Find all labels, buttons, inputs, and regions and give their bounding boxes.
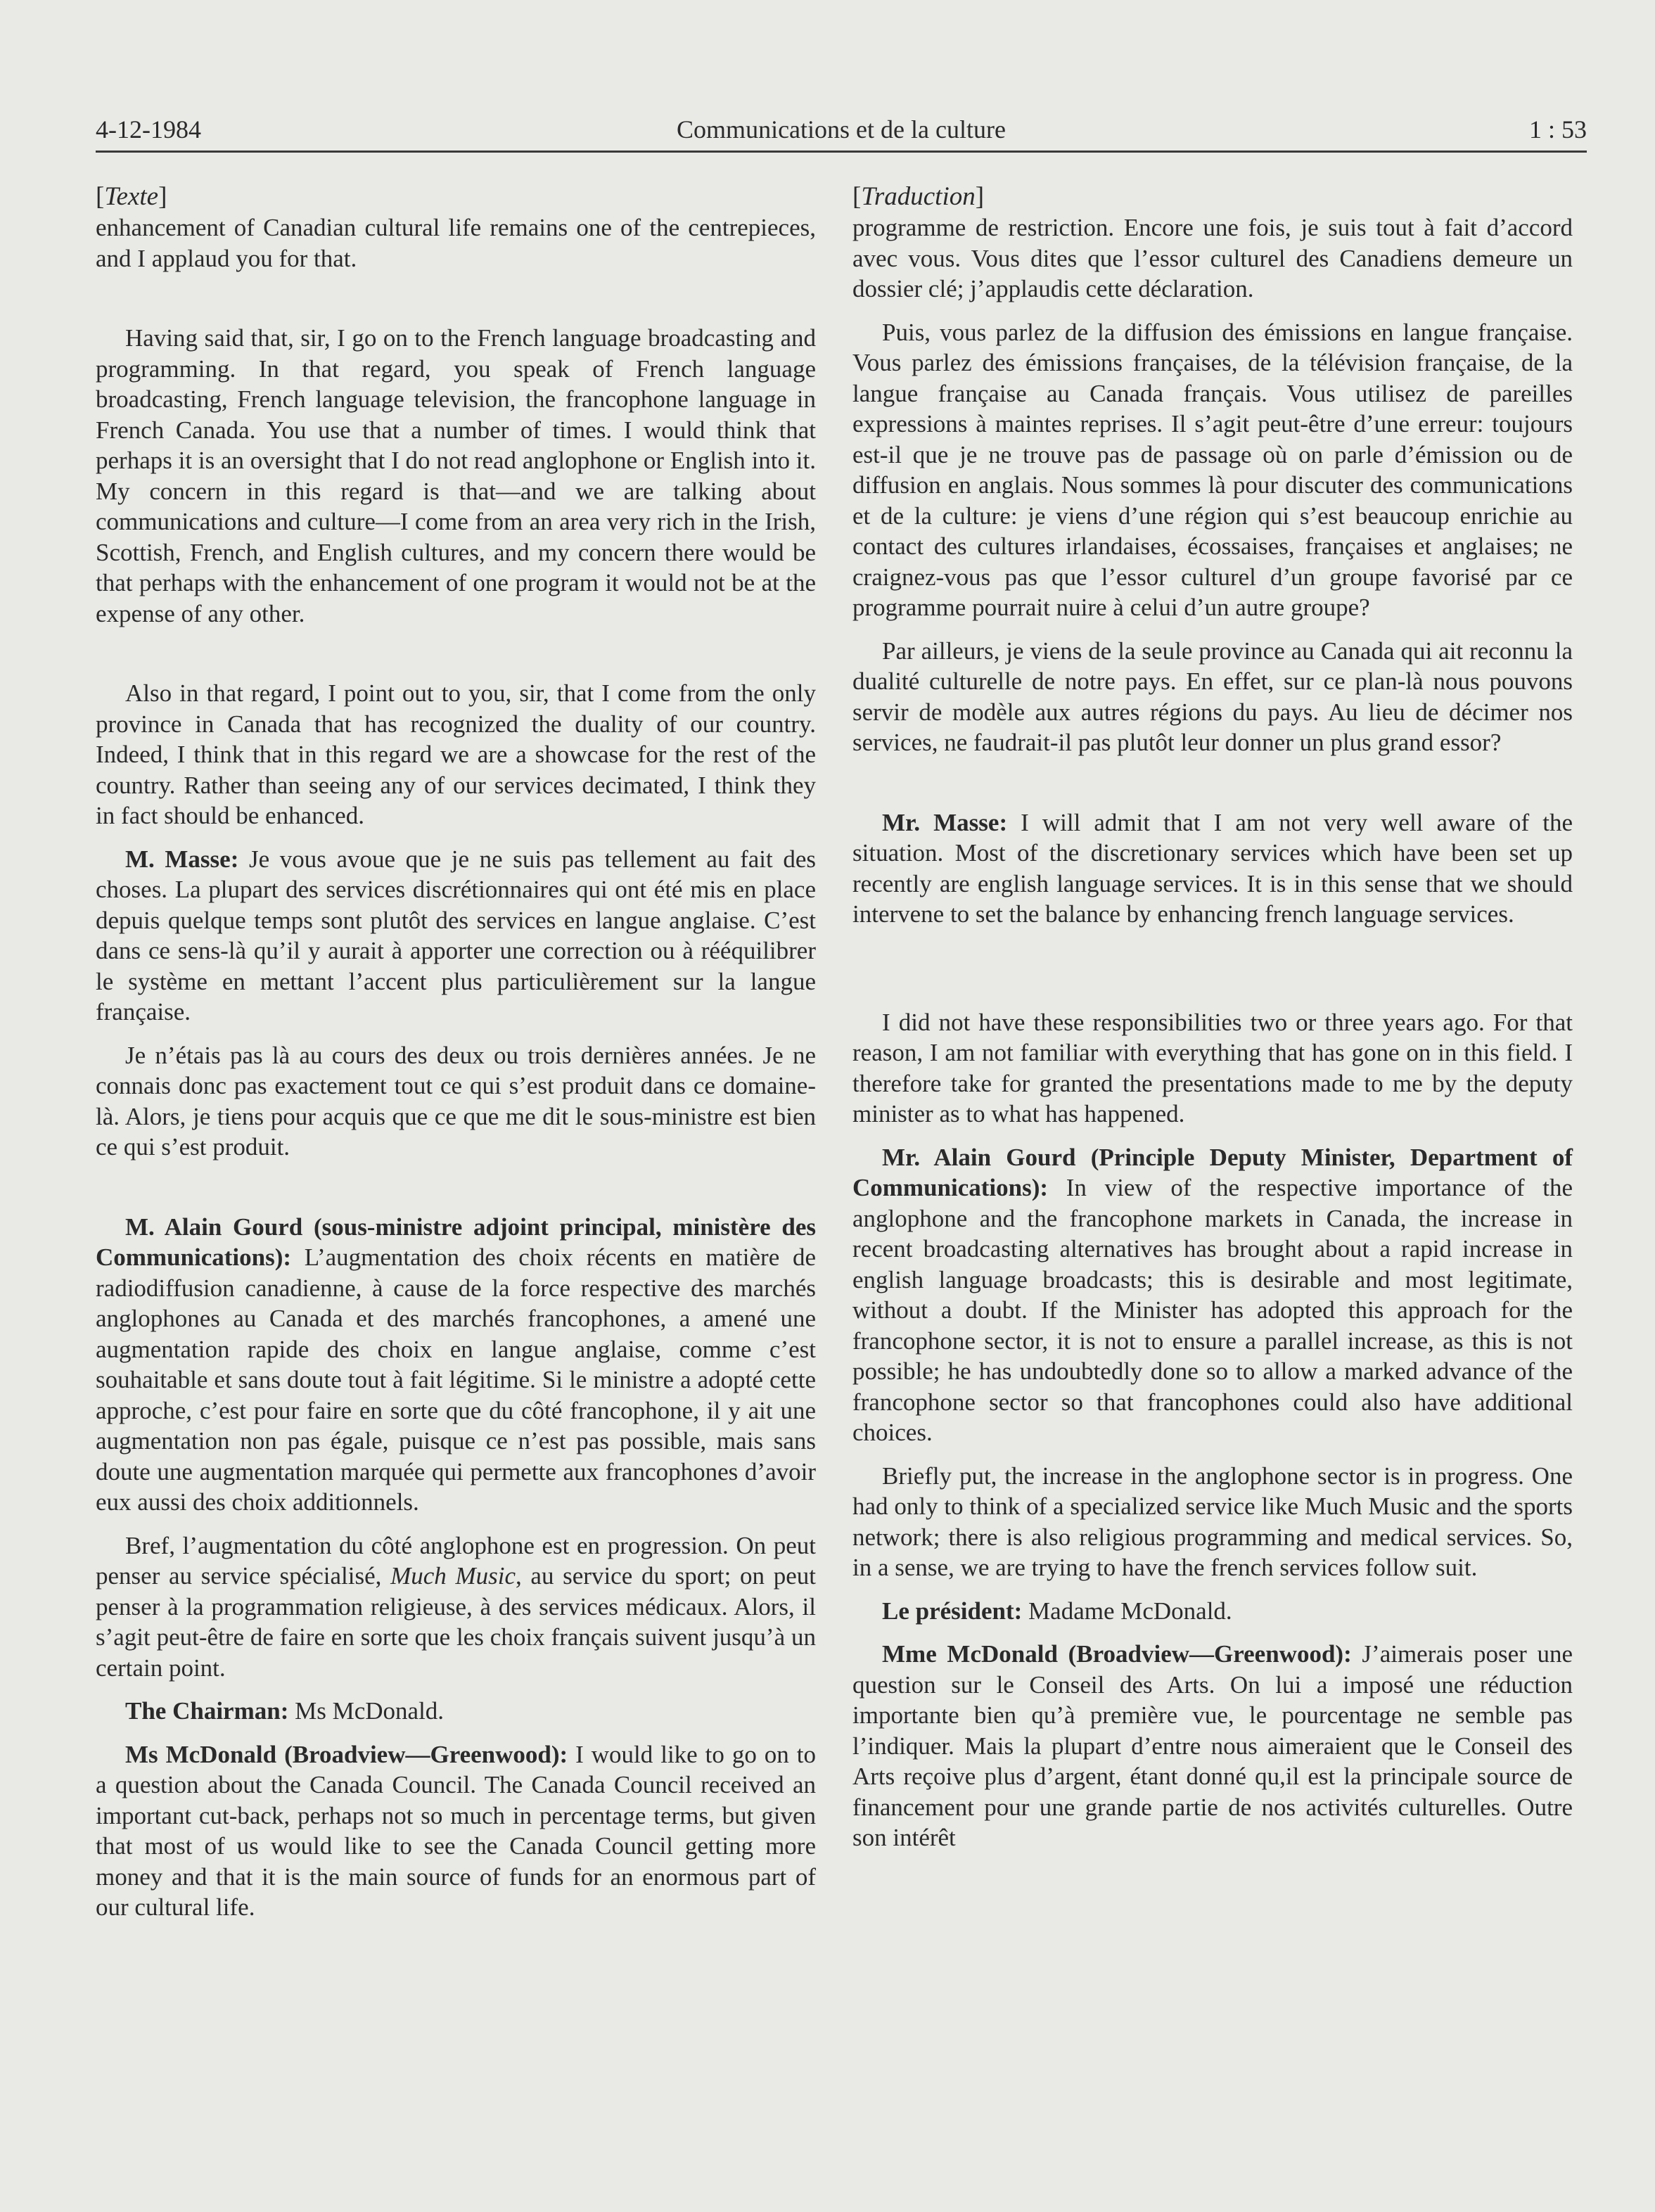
left-paragraph: Bref, l’augmentation du côté anglophone est en progression. On peut penser au service spécialisé, Much Music, au service du sport; on peut penser à la programmation religieuse, à des services médicaux. Alors, il s’agit peut-être de faire en sorte que les choix français suivent jusqu’à un certain point. <box>96 1531 816 1682</box>
right-paragraph: Par ailleurs, je viens de la seule province au Canada qui ait reconnu la dualité culturelle de notre pays. En effet, sur ce plan-là nous pouvons servir de modèle aux autres régions du pays. Au lieu de décimer nos services, ne faudrait-il pas plutôt leur donner un plus grand essor? <box>852 637 1573 756</box>
right-paragraph: Mr. Alain Gourd (Principle Deputy Minister, Department of Communications): In view of the respective importance of the anglophone and the francophone markets in Canada, the increase in recent broadcasting alternatives has brought about a rapid increase in english language broadcasts; this is desirable and most legitimate, without a doubt. If the Minister has adopted this approach for the francophone sector, it is not to ensure a parallel increase, as this is not possible; he has undoubtedly done so to allow a marked advance of the francophone sector so that francophones could also have additional choices. <box>852 1143 1573 1446</box>
right-paragraph: I did not have these responsibilities two or three years ago. For that reason, I am not familiar with everything that has gone on in this field. I therefore take for granted the presentations made to me by the deputy minister as to what has happened. <box>852 1008 1573 1127</box>
left-paragraph: The Chairman: Ms McDonald. <box>125 1697 445 1725</box>
left-paragraph: Ms McDonald (Broadview—Greenwood): I would like to go on to a question about the Canada Council. The Canada Council received an important cut-back, perhaps not so much in percentage terms, but given that most of us would like to see the Canada Council getting more money and that it is the main source of funds for an enormous part of our cultural life. <box>96 1740 816 1921</box>
header-title: Communications et de la culture <box>677 115 1006 143</box>
left-paragraph: Je n’étais pas là au cours des deux ou trois dernières années. Je ne connais donc pas exactement tout ce qui s’est produit dans ce domaine-là. Alors, je tiens pour acquis que ce que me dit le sous-ministre est bien ce qui s’est produit. <box>96 1041 816 1161</box>
left-paragraph: Having said that, sir, I go on to the French language broadcasting and programming. In that regard, you speak of French language broadcasting, French language television, the francophone language in French Canada. You use that a number of times. I would think that perhaps it is an oversight that I do not read anglophone or English into it. My concern in this regard is that—and we are talking about communications and culture—I come from an area very rich in the Irish, Scottish, French, and English cultures, and my concern there would be that perhaps with the enhancement of one program it would not be at the expense of any other. <box>96 324 816 627</box>
right-column <box>852 181 1573 1853</box>
left-paragraph: enhancement of Canadian cultural life remains one of the centrepieces, and I applaud you for that. <box>96 214 816 272</box>
header-date: 4-12-1984 <box>96 115 201 143</box>
speaker-name: M. Alain Gourd (sous-ministre adjoint principal, ministère des Communications): <box>96 1213 816 1271</box>
left-paragraph: Also in that regard, I point out to you, sir, that I come from the only province in Canada that has recognized the duality of our country. Indeed, I think that in this regard we are a showcase for the rest of the country. Rather than seeing any of our services decimated, I think they in fact should be enhanced. <box>96 679 816 829</box>
speaker-name: The Chairman: <box>125 1697 289 1725</box>
right-paragraph: Puis, vous parlez de la diffusion des émissions en langue française. Vous parlez des émissions françaises, de la télévision française, de la langue française au Canada français. Vous utilisez de pareilles expressions à maintes reprises. Il s’agit peut-être d’une erreur: toujours est-il que je ne trouve pas de passage où on parle d’émission ou de diffusion en anglais. Nous sommes là pour discuter des communications et de la culture: je viens d’une région qui s’est beaucoup enrichie au contact des cultures irlandaises, écossaises, françaises et anglaises; ne craignez-vous pas que l’essor culturel d’un groupe favorisé par ce programme pourrait nuire à celui d’un autre groupe? <box>852 318 1573 621</box>
speaker-name: Mr. Alain Gourd (Principle Deputy Minister, Department of Communications): <box>852 1143 1573 1201</box>
right-paragraph: Mme McDonald (Broadview—Greenwood): J’aimerais poser une question sur le Conseil des Arts. On lui a imposé une réduction importante bien qu’à première vue, le pourcentage ne semble pas l’indiquer. Mais la plupart d’entre nous aimeraient que le Conseil des Arts reçoive plus d’argent, étant donné qu,il est la principale source de financement pour une grande partie de nos activités culturelles. Outre son intérêt <box>852 1640 1573 1851</box>
speaker-name: Mme McDonald (Broadview—Greenwood): <box>882 1640 1352 1668</box>
left-column <box>96 181 816 1923</box>
header-page-number: 1 : 53 <box>1528 115 1587 143</box>
speaker-name: Ms McDonald (Broadview—Greenwood): <box>125 1740 568 1768</box>
right-paragraph: Briefly put, the increase in the anglophone sector is in progress. One had only to think of a specialized service like Much Music and the sports network; there is also religious programming and medical services. So, in a sense, we are trying to have the french services follow suit. <box>852 1462 1573 1581</box>
right-paragraph: Mr. Masse: I will admit that I am not very well aware of the situation. Most of the discretionary services which have been set up recently are english language services. It is in this sense that we should intervene to set the balance by enhancing french language services. <box>852 808 1573 928</box>
right-paragraph: Le président: Madame McDonald. <box>882 1597 1232 1625</box>
left-paragraph: M. Masse: Je vous avoue que je ne suis pas tellement au fait des choses. La plupart des services discrétionnaires qui ont été mis en place depuis quelque temps sont plutôt des services en langue anglaise. C’est dans ce sens-là qu’il y aurait à apporter une correction ou à rééquilibrer le système en mettant l’accent plus particulièrement sur la langue française. <box>96 845 816 1025</box>
speaker-name: M. Masse: <box>125 845 239 873</box>
page-header <box>96 111 1587 153</box>
right-column-label: [Traduction] <box>852 182 985 211</box>
left-paragraph: M. Alain Gourd (sous-ministre adjoint principal, ministère des Communications): L’augmentation des choix récents en matière de radiodiffusion canadienne, à cause de la force respective des marchés anglophones au Canada et des marchés francophones, a amené une augmentation rapide des choix en langue anglaise, comme c’est souhaitable et sans doute tout à fait légitime. Si le ministre a adopté cette approche, c’est pour faire en sorte que du côté francophone, il y ait une augmentation non pas égale, puisque ce n’est pas possible, mais sans doute une augmentation marquée qui permette aux francophones d’avoir eux aussi des choix additionnels. <box>96 1213 816 1516</box>
speaker-name: Mr. Masse: <box>882 808 1008 836</box>
right-paragraph: programme de restriction. Encore une fois, je suis tout à fait d’accord avec vous. Vous dites que l’essor culturel des Canadiens demeure un dossier clé; j’applaudis cette déclaration. <box>852 214 1573 302</box>
speaker-name: Le président: <box>882 1597 1023 1625</box>
left-column-label: [Texte] <box>96 182 167 211</box>
